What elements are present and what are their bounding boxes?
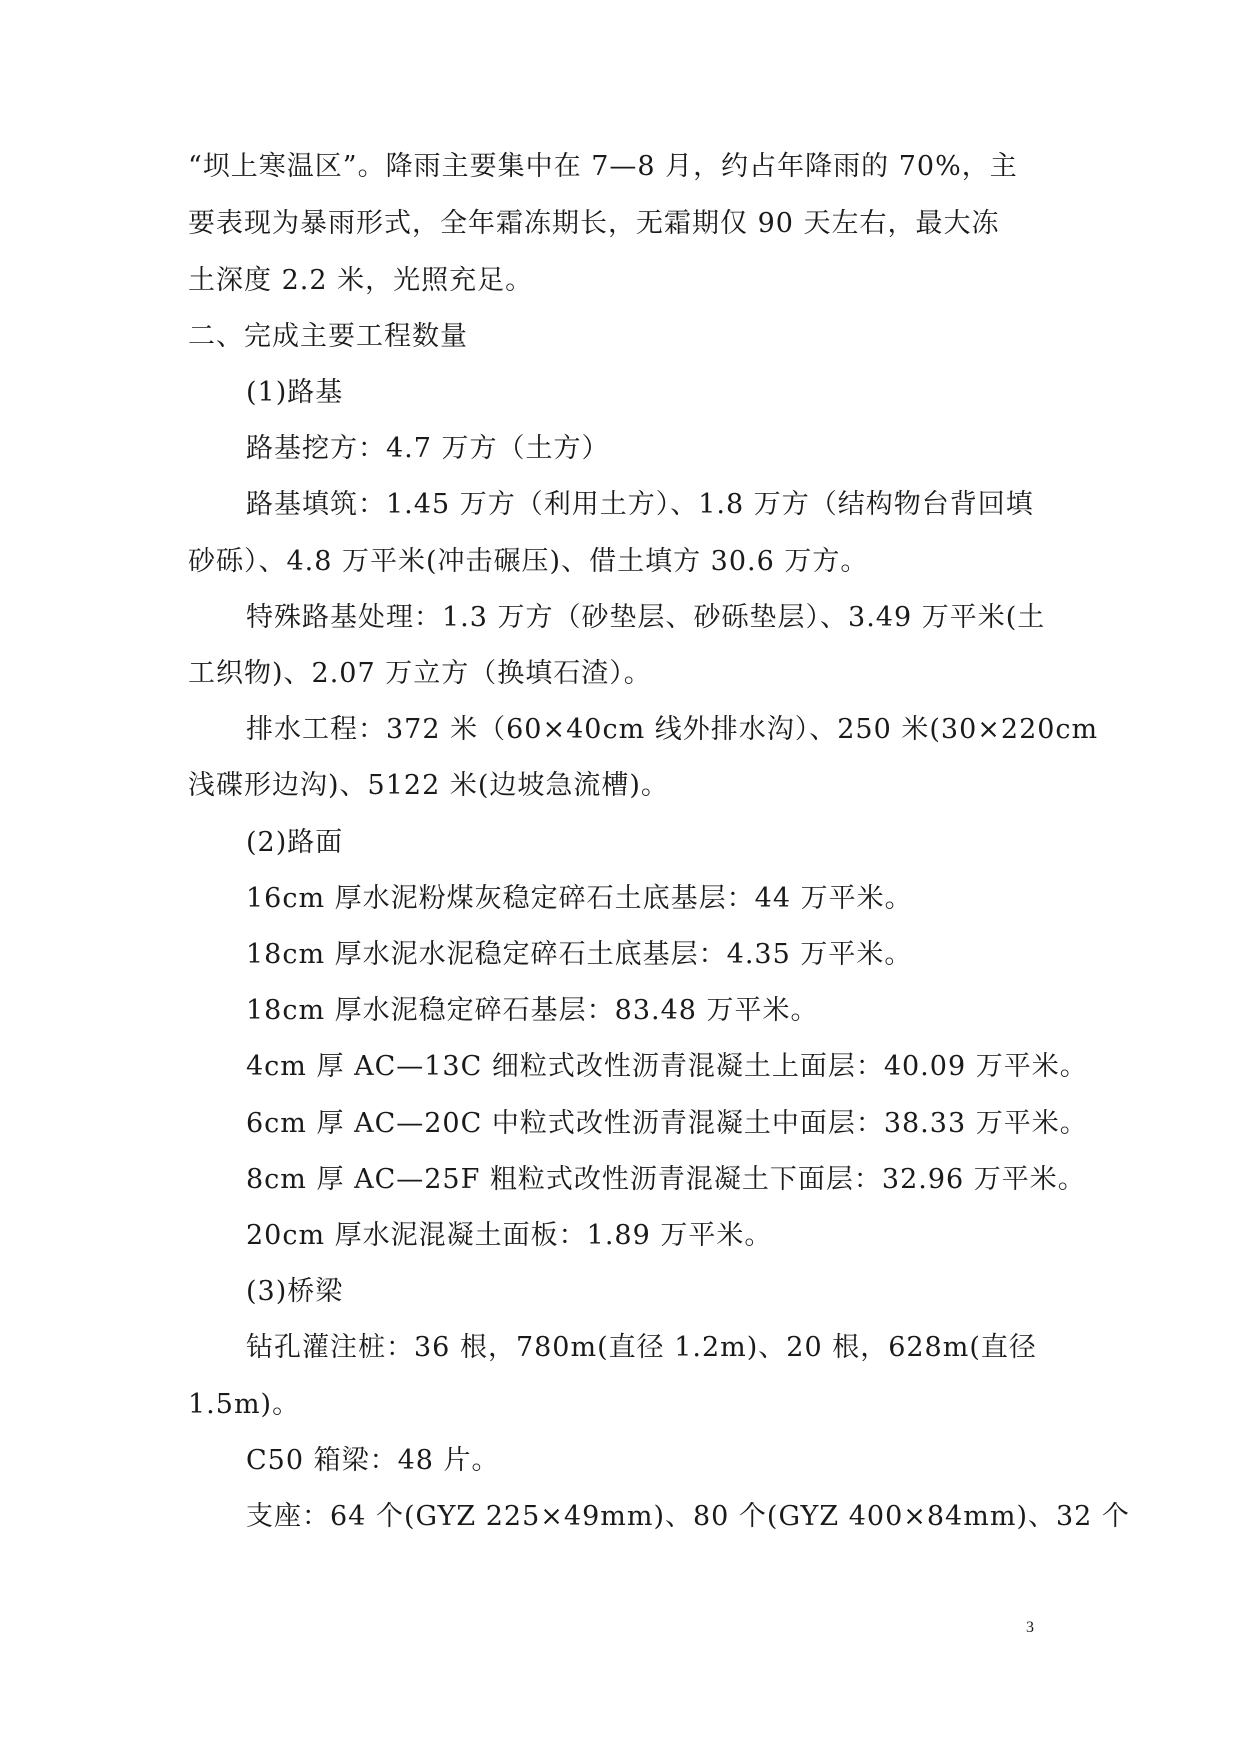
text-line: 路基填筑：1.45 万方（利用土方）、1.8 万方（结构物台背回填 [246, 489, 1034, 520]
text-line: 8cm 厚 AC—25F 粗粒式改性沥青混凝土下面层：32.96 万平米。 [246, 1164, 1086, 1195]
text-line: 路基挖方：4.7 万方（土方） [246, 433, 610, 464]
page-number: 3 [1026, 1619, 1034, 1636]
text-line: 排水工程：372 米（60×40cm 线外排水沟）、250 米(30×220cm [246, 714, 1099, 745]
text-line: 支座：64 个(GYZ 225×49mm)、80 个(GYZ 400×84mm)、32 个 [246, 1501, 1130, 1532]
text-line: 20cm 厚水泥混凝土面板：1.89 万平米。 [246, 1220, 773, 1251]
section-heading: 二、完成主要工程数量 [188, 321, 468, 352]
text-line: 6cm 厚 AC—20C 中粒式改性沥青混凝土中面层：38.33 万平米。 [246, 1108, 1088, 1139]
text-line: 1.5m)。 [188, 1389, 301, 1420]
subsection-heading: (1)路基 [246, 377, 344, 408]
text-line: 浅碟形边沟)、5122 米(边坡急流槽)。 [188, 770, 669, 801]
subsection-heading: (2)路面 [246, 827, 344, 858]
text-line: 18cm 厚水泥稳定碎石基层：83.48 万平米。 [246, 995, 819, 1026]
text-line: 要表现为暴雨形式，全年霜冻期长，无霜期仅 90 天左右，最大冻 [188, 208, 1000, 239]
text-line: C50 箱梁：48 片。 [246, 1445, 500, 1476]
text-line: “坝上寒温区”。降雨主要集中在 7—8 月，约占年降雨的 70%，主 [188, 151, 1018, 182]
text-line: 特殊路基处理：1.3 万方（砂垫层、砂砾垫层）、3.49 万平米(土 [246, 602, 1046, 633]
text-line: 砂砾）、4.8 万平米(冲击碾压)、借土填方 30.6 万方。 [188, 546, 869, 577]
text-line: 16cm 厚水泥粉煤灰稳定碎石土底基层：44 万平米。 [246, 883, 913, 914]
text-line: 工织物)、2.07 万立方（换填石渣）。 [188, 658, 652, 689]
text-line: 土深度 2.2 米，光照充足。 [188, 265, 534, 296]
subsection-heading: (3)桥梁 [246, 1276, 344, 1307]
text-line: 钻孔灌注桩：36 根，780m(直径 1.2m)、20 根，628m(直径 [246, 1332, 1037, 1363]
text-line: 18cm 厚水泥水泥稳定碎石土底基层：4.35 万平米。 [246, 939, 913, 970]
text-line: 4cm 厚 AC—13C 细粒式改性沥青混凝土上面层：40.09 万平米。 [246, 1051, 1088, 1082]
